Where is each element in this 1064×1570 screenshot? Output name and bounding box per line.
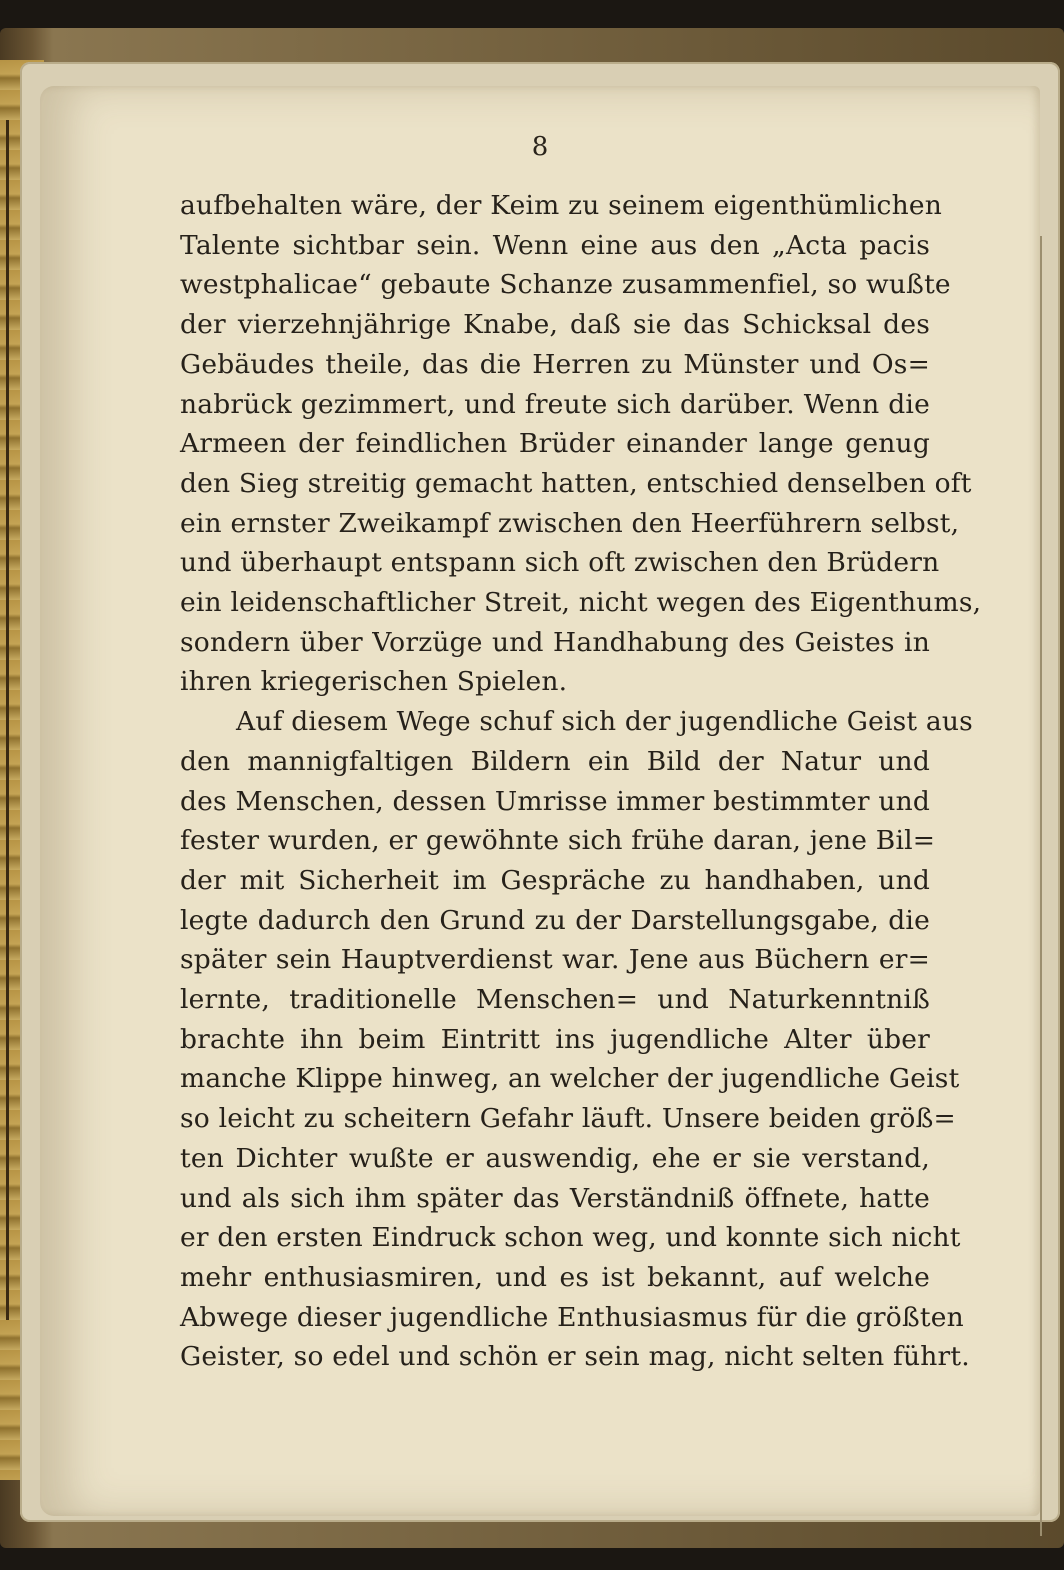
text-line: ein ernster Zweikampf zwischen den Heerführern selbst, [180,507,960,539]
paragraph-2 [180,702,973,1377]
text-line: lernte, traditionelle Menschen= und Naturkenntniß [180,984,930,1016]
text-line: sondern über Vorzüge und Handhabung des Geistes in [180,626,930,658]
text-line: westphalicae“ gebaute Schanze zusammenfiel, so wußte [180,269,951,301]
text-line: und überhaupt entspann sich oft zwischen den Brüdern [180,547,940,579]
text-line: manche Klippe hinweg, an welcher der jugendliche Geist [180,1063,960,1095]
text-line: Auf diesem Wege schuf sich der jugendliche Geist aus [236,706,973,738]
page-fold-edge [1040,236,1064,1536]
text-line: so leicht zu scheitern Gefahr läuft. Unsere beiden größ= [180,1103,956,1135]
text-line: den Sieg streitig gemacht hatten, entschied denselben oft [180,467,972,499]
page-number: 8 [531,132,549,162]
text-line: Gebäudes theile, das die Herren zu Münster und Os= [180,348,930,380]
text-line: Abwege dieser jugendliche Enthusiasmus für die größten [180,1301,964,1333]
text-line: Talente sichtbar sein. Wenn eine aus den „Acta pacis [180,229,930,261]
text-line: ihren kriegerischen Spielen. [180,666,568,698]
text-line: er den ersten Eindruck schon weg, und konnte sich nicht [180,1222,961,1254]
text-line: ein leidenschaftlicher Streit, nicht wegen des Eigenthums, [180,587,982,619]
text-line: nabrück gezimmert, und freute sich darüber. Wenn die [180,388,930,420]
text-line: Armeen der feindlichen Brüder einander lange genug [180,428,930,460]
text-line: legte dadurch den Grund zu der Darstellungsgabe, die [180,904,930,936]
text-line: Geister, so edel und schön er sein mag, nicht selten führt. [180,1341,970,1373]
text-line: fester wurden, er gewöhnte sich frühe daran, jene Bil= [180,825,936,857]
text-line: später sein Hauptverdienst war. Jene aus Büchern er= [180,944,930,976]
text-line: und als sich ihm später das Verständniß öffnete, hatte [180,1182,930,1214]
text-line: des Menschen, dessen Umrisse immer bestimmter und [180,785,931,817]
text-line: ten Dichter wußte er auswendig, ehe er sie verstand, [180,1142,930,1174]
text-line: der vierzehnjährige Knabe, daß sie das Schicksal des [180,309,930,341]
text-line: mehr enthusiasmiren, und es ist bekannt, auf welche [180,1261,930,1293]
text-line: brachte ihn beim Eintritt ins jugendliche Alter über [180,1023,930,1055]
text-line: den mannigfaltigen Bildern ein Bild der Natur und [180,745,930,777]
page-text [180,186,982,1377]
paragraph-1 [180,186,982,702]
text-line: aufbehalten wäre, der Keim zu seinem eigenthümlichen [180,190,943,221]
text-line: der mit Sicherheit im Gespräche zu handhaben, und [180,864,930,896]
